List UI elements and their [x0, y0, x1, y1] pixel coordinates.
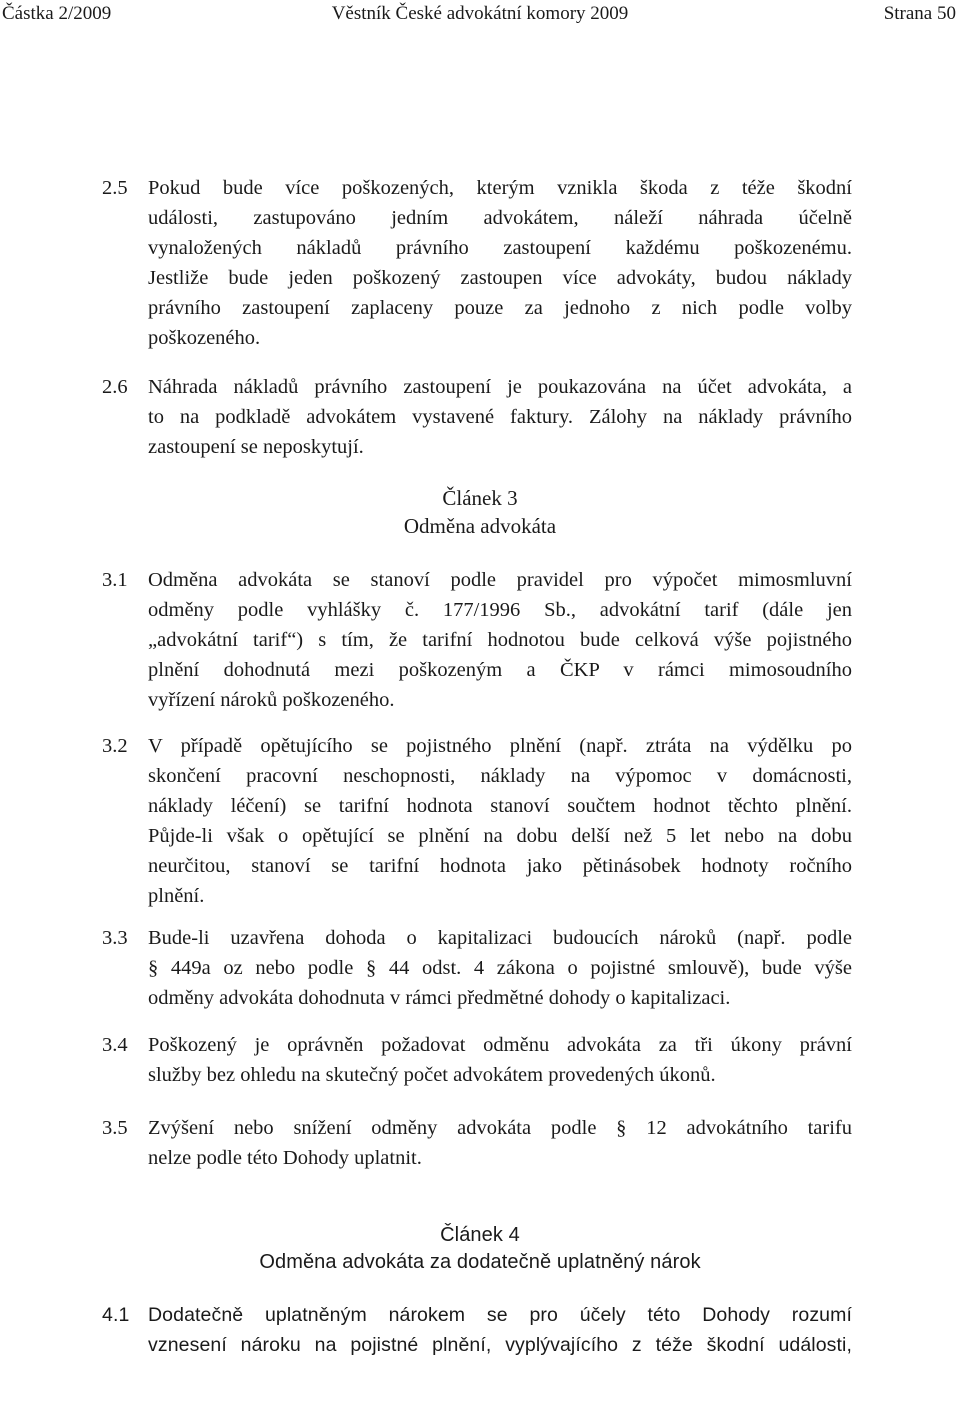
- paragraph-number: 3.4: [102, 1034, 128, 1056]
- paragraph-line: § 449a oz nebo podle § 44 odst. 4 zákona o pojistné smlouvě), bude výše: [148, 957, 852, 979]
- paragraph-line: vyřízení nároků poškozeného.: [148, 689, 395, 711]
- paragraph-number: 3.3: [102, 927, 128, 949]
- paragraph-line: 2.5 Pokud bude více poškozených, kterým vznikla škoda z téže škodní: [102, 173, 852, 203]
- paragraph-line: 3.2 V případě opětujícího se pojistného plnění (např. ztráta na výdělku po: [102, 731, 852, 761]
- page-number: Strana 50: [883, 3, 956, 24]
- paragraph-line: služby bez ohledu na skutečný počet advokátem provedených úkonů.: [148, 1064, 716, 1086]
- paragraph-2-5: [102, 173, 852, 353]
- paragraph-line: 3.1 Odměna advokáta se stanoví podle pravidel pro výpočet mimosmluvní: [102, 565, 852, 595]
- issue-number: Částka 2/2009: [2, 3, 112, 24]
- paragraph-3-2: [102, 731, 852, 911]
- paragraph-line: vznesení nároku na pojistné plnění, vyplývajícího z téže škodní události,: [148, 1334, 852, 1356]
- paragraph-3-5: [102, 1113, 852, 1173]
- paragraph-line: Jestliže bude jeden poškozený zastoupen více advokáty, budou náklady: [148, 267, 852, 289]
- paragraph-line: vynaložených nákladů právního zastoupení každému poškozenému.: [148, 237, 852, 259]
- paragraph-line: události, zastupováno jedním advokátem, náleží náhrada účelně: [148, 207, 852, 229]
- paragraph-line: nelze podle této Dohody uplatnit.: [148, 1147, 422, 1169]
- article-4-title: Článek 4: [440, 1224, 520, 1246]
- paragraph-number: 2.5: [102, 177, 128, 199]
- paragraph-line: zastoupení se neposkytují.: [148, 436, 364, 458]
- paragraph-3-1: [102, 565, 852, 715]
- paragraph-line: plnění dohodnutá mezi poškozeným a ČKP v rámci mimosoudního: [148, 659, 852, 681]
- article-3-title: Článek 3: [442, 486, 518, 510]
- paragraph-line: to na podkladě advokátem vystavené faktury. Zálohy na náklady právního: [148, 406, 852, 428]
- paragraph-number: 4.1: [102, 1304, 130, 1326]
- paragraph-number: 3.2: [102, 735, 128, 757]
- paragraph-line: náklady léčení) se tarifní hodnota stanoví součtem hodnot těchto plnění.: [148, 795, 852, 817]
- paragraph-3-3: [102, 923, 852, 1013]
- paragraph-number: 3.1: [102, 569, 128, 591]
- paragraph-4-1: [102, 1300, 852, 1360]
- paragraph-line: odměny advokáta dohodnuta v rámci předmětné dohody o kapitalizaci.: [148, 987, 731, 1009]
- paragraph-line: odměny podle vyhlášky č. 177/1996 Sb., advokátní tarif (dále jen: [148, 599, 852, 621]
- paragraph-line: neurčitou, stanoví se tarifní hodnota jako pětinásobek hodnoty ročního: [148, 855, 852, 877]
- article-3-subtitle: Odměna advokáta: [403, 514, 557, 538]
- paragraph-line: „advokátní tarif“) s tím, že tarifní hodnotou bude celková výše pojistného: [148, 629, 852, 651]
- paragraph-line: 2.6 Náhrada nákladů právního zastoupení je poukazována na účet advokáta, a: [102, 372, 852, 402]
- paragraph-2-6: [102, 372, 852, 462]
- paragraph-line: 4.1 Dodatečně uplatněným nárokem se pro účely této Dohody rozumí: [102, 1300, 852, 1330]
- paragraph-line: skončení pracovní neschopnosti, náklady na výpomoc v domácnosti,: [148, 765, 852, 787]
- paragraph-number: 2.6: [102, 376, 128, 398]
- paragraph-line: 3.3 Bude-li uzavřena dohoda o kapitalizaci budoucích nároků (např. podle: [102, 923, 852, 953]
- article-4-subtitle: Odměna advokáta za dodatečně uplatněný nárok: [259, 1251, 701, 1273]
- paragraph-line: právního zastoupení zaplaceny pouze za jednoho z nich podle volby: [148, 297, 852, 319]
- paragraph-line: 3.5 Zvýšení nebo snížení odměny advokáta podle § 12 advokátního tarifu: [102, 1113, 852, 1143]
- paragraph-line: poškozeného.: [148, 327, 261, 349]
- paragraph-line: Půjde-li však o opětující se plnění na dobu delší než 5 let nebo na dobu: [148, 825, 852, 847]
- paragraph-3-4: [102, 1030, 852, 1090]
- paragraph-line: plnění.: [148, 885, 205, 907]
- paragraph-number: 3.5: [102, 1117, 128, 1139]
- paragraph-line: 3.4 Poškozený je oprávněn požadovat odměnu advokáta za tři úkony právní: [102, 1030, 852, 1060]
- journal-title: Věstník České advokátní komory 2009: [331, 3, 629, 24]
- page-header: [0, 0, 960, 40]
